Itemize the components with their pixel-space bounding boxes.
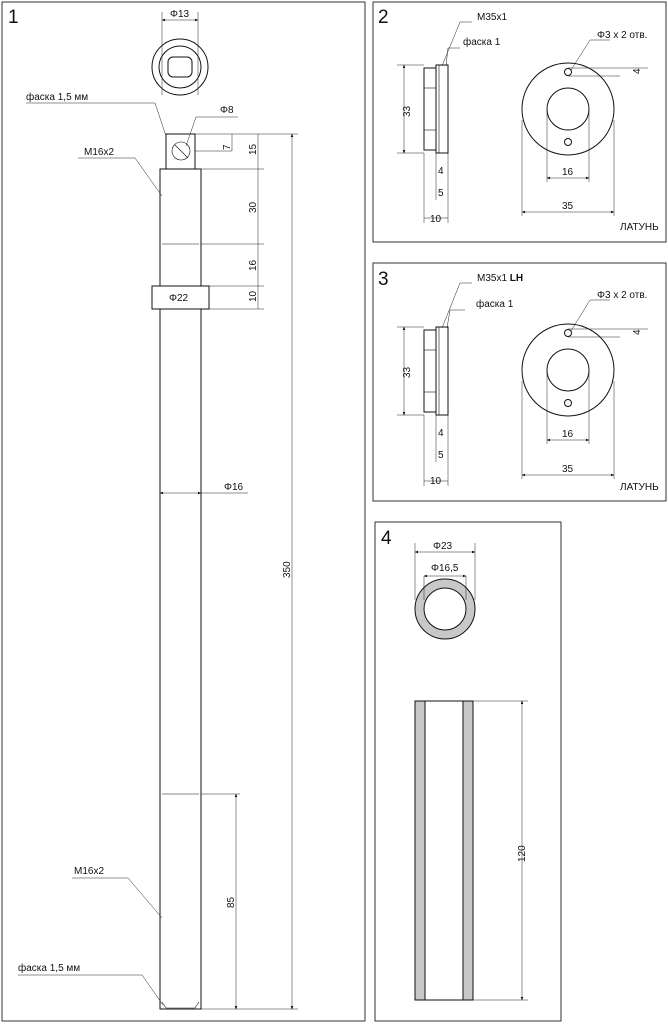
label-dim-16-3: 16 <box>562 429 574 440</box>
label-dim-35-3: 35 <box>562 464 574 475</box>
label-holes-2: Φ3 x 2 отв. <box>597 30 648 41</box>
panel-1-number: 1 <box>8 7 19 28</box>
panel-1-dimensions <box>18 91 298 1009</box>
label-chamfer-2: фаска 1 <box>463 37 501 48</box>
label-holes-3: Φ3 x 2 отв. <box>597 290 648 301</box>
axle-side-view <box>152 134 209 1009</box>
label-material-2: ЛАТУНЬ <box>620 222 659 233</box>
nut-side-view <box>424 65 448 153</box>
sleeve-side-view <box>415 701 473 1000</box>
label-chamfer-top: фаска 1,5 мм <box>26 92 89 103</box>
label-dim-33-3: 33 <box>402 366 413 378</box>
panel-2-nut <box>373 2 666 242</box>
label-dim-4a-3: 4 <box>438 428 444 439</box>
panel-2-number: 2 <box>378 7 389 28</box>
label-dim-4a-2: 4 <box>438 166 444 177</box>
label-dim-10-3: 10 <box>430 476 442 487</box>
label-dim-350: 350 <box>282 561 293 578</box>
label-thread-3: M35x1 LH <box>477 273 524 284</box>
label-dim-10: 10 <box>248 290 259 302</box>
label-dim-15: 15 <box>248 143 259 155</box>
nut-lh-side-view <box>424 327 448 415</box>
nut-front-view <box>522 63 614 155</box>
label-d-hole: Φ8 <box>220 105 234 116</box>
label-d-collar: Φ22 <box>169 293 189 304</box>
panel-4-number: 4 <box>381 528 392 549</box>
label-dim-120: 120 <box>517 845 528 862</box>
label-chamfer-3: фаска 1 <box>476 299 514 310</box>
label-d-shaft: Φ16 <box>224 482 244 493</box>
label-chamfer-bottom: фаска 1,5 мм <box>18 963 81 974</box>
label-dim-5-2: 5 <box>438 188 444 199</box>
label-dim-16: 16 <box>248 259 259 271</box>
label-material-3: ЛАТУНЬ <box>620 482 659 493</box>
label-dim-30: 30 <box>248 201 259 213</box>
label-d-head: Φ13 <box>170 9 190 20</box>
panel-3-number: 3 <box>378 269 389 290</box>
label-dim-33-2: 33 <box>402 105 413 117</box>
panel-3-nut-lh <box>373 263 666 501</box>
axle-head-square <box>166 134 195 169</box>
label-dim-16-2: 16 <box>562 167 574 178</box>
label-thread-bottom: M16x2 <box>74 866 105 877</box>
label-dim-4b-2: 4 <box>632 68 643 74</box>
nut-lh-front-view <box>522 324 614 416</box>
label-thread-top: M16x2 <box>84 147 115 158</box>
panel-4-sleeve <box>375 522 561 1021</box>
label-dim-10-2: 10 <box>430 214 442 225</box>
label-d-inner: Φ16,5 <box>431 563 459 574</box>
axle-head-top-view <box>152 9 208 95</box>
label-thread-2: M35x1 <box>477 12 508 23</box>
label-dim-7: 7 <box>222 144 233 150</box>
panel-1-axle <box>2 2 365 1021</box>
label-dim-35-2: 35 <box>562 201 574 212</box>
label-dim-5-3: 5 <box>438 450 444 461</box>
label-d-outer: Φ23 <box>433 541 453 552</box>
label-dim-85: 85 <box>226 896 237 908</box>
label-dim-4b-3: 4 <box>632 329 643 335</box>
